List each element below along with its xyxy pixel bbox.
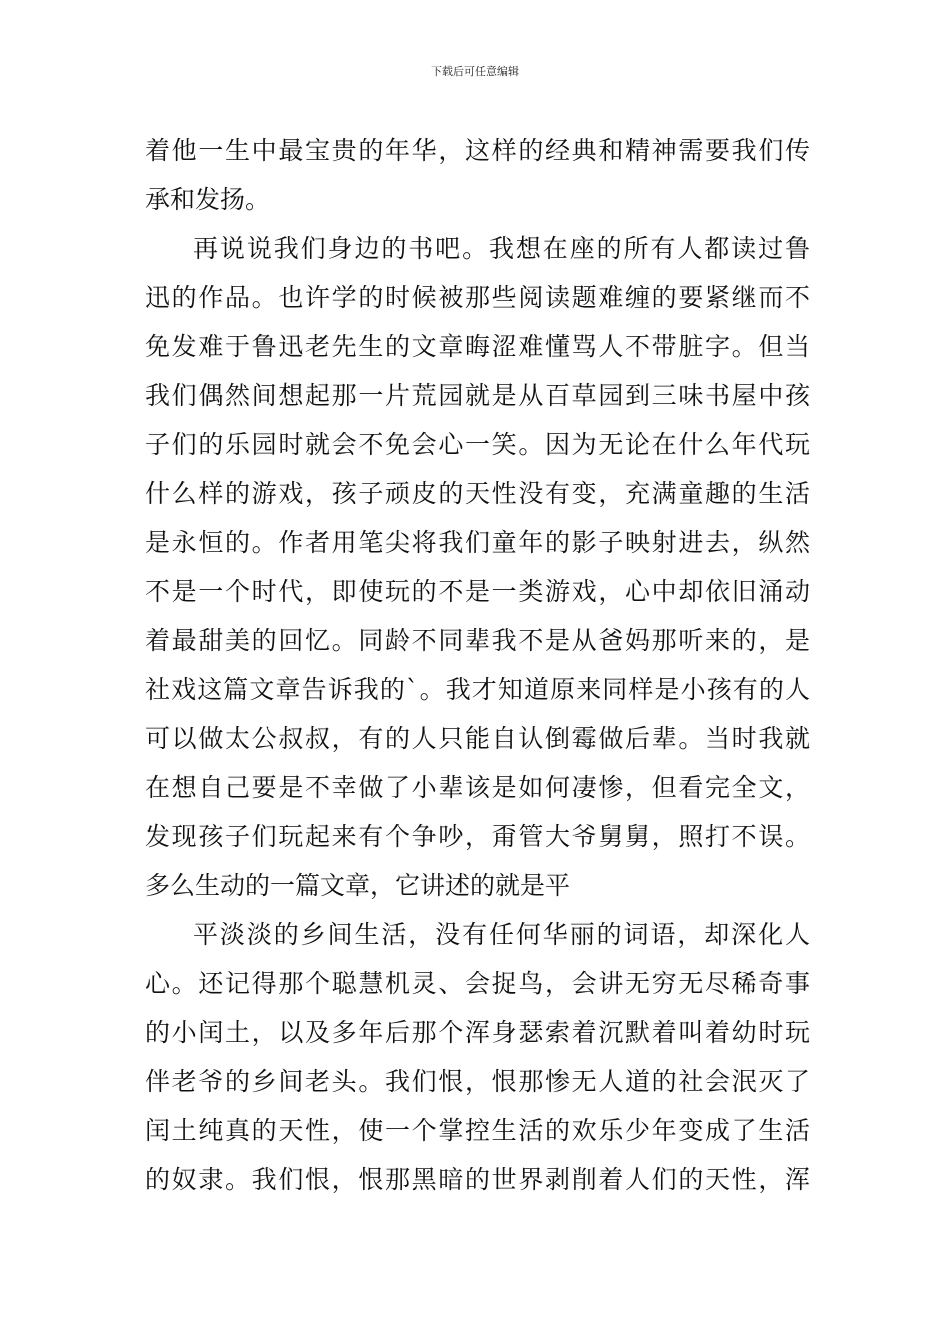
text-line: 承和发扬。 — [145, 185, 271, 214]
text-line: 伴老爷的乡间老头。我们恨，恨那惨无人道的社会泯灭了 — [145, 1067, 810, 1096]
text-line: 发现孩子们玩起来有个争吵，甭管大爷舅舅，照打不误。 — [145, 822, 810, 851]
text-line: 我们偶然间想起那一片荒园就是从百草园到三味书屋中孩 — [145, 381, 810, 410]
text-line: 可以做太公叔叔，有的人只能自认倒霉做后辈。当时我就 — [145, 724, 810, 753]
text-line: 着他一生中最宝贵的年华，这样的经典和精神需要我们传 — [145, 136, 810, 165]
text-line: 多么生动的一篇文章，它讲述的就是平 — [145, 871, 571, 900]
text-line: 不是一个时代，即使玩的不是一类游戏，心中却依旧涌动 — [145, 577, 810, 606]
text-line: 闰土纯真的天性，使一个掌控生活的欢乐少年变成了生活 — [145, 1116, 810, 1145]
text-line: 的小闰土，以及多年后那个浑身瑟索着沉默着叫着幼时玩 — [145, 1018, 810, 1047]
text-line: 社戏这篇文章告诉我的`。我才知道原来同样是小孩有的人 — [145, 675, 810, 704]
text-line: 子们的乐园时就会不免会心一笑。因为无论在什么年代玩 — [145, 430, 810, 459]
text-line: 迅的作品。也许学的时候被那些阅读题难缠的要紧继而不 — [145, 283, 810, 312]
text-line: 心。还记得那个聪慧机灵、会捉鸟，会讲无穷无尽稀奇事 — [145, 969, 810, 998]
document-body — [145, 126, 810, 1204]
text-line: 平淡淡的乡间生活，没有任何华丽的词语，却深化人 — [193, 920, 810, 949]
text-line: 免发难于鲁迅老先生的文章晦涩难懂骂人不带脏字。但当 — [145, 332, 810, 361]
text-line: 是永恒的。作者用笔尖将我们童年的影子映射进去，纵然 — [145, 528, 810, 557]
page-header: 下载后可任意编辑 — [431, 65, 519, 78]
text-line: 的奴隶。我们恨，恨那黑暗的世界剥削着人们的天性，浑 — [145, 1165, 810, 1194]
text-line: 什么样的游戏，孩子顽皮的天性没有变，充满童趣的生活 — [145, 479, 810, 508]
text-line: 再说说我们身边的书吧。我想在座的所有人都读过鲁 — [193, 234, 810, 263]
text-line: 在想自己要是不幸做了小辈该是如何凄惨，但看完全文， — [145, 773, 810, 802]
text-line: 着最甜美的回忆。同龄不同辈我不是从爸妈那听来的，是 — [145, 626, 810, 655]
